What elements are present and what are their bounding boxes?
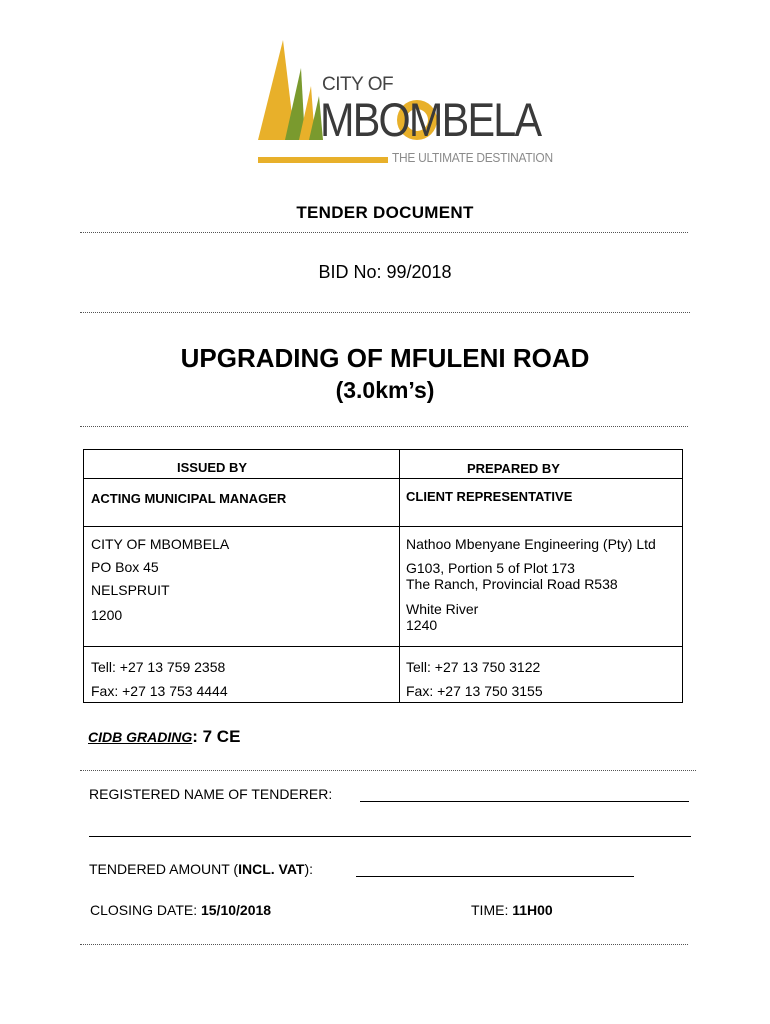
document-title: TENDER DOCUMENT: [296, 203, 474, 222]
tendered-amount-field[interactable]: [356, 876, 634, 877]
closing-time-label: TIME:: [471, 902, 509, 918]
bid-number-line: [0, 262, 770, 283]
preparer-address-1: G103, Portion 5 of Plot 173: [406, 560, 575, 576]
amount-label-suffix: ):: [304, 861, 314, 877]
tenderer-name-field[interactable]: [360, 801, 689, 802]
table-row-divider: [84, 478, 682, 479]
preparer-town: White River: [406, 601, 479, 617]
issued-prepared-table: [83, 449, 683, 703]
closing-time-value: 11H00: [512, 902, 553, 918]
tenderer-name-label: REGISTERED NAME OF TENDERER:: [89, 786, 333, 802]
tenderer-name-field-line-2[interactable]: [89, 836, 691, 837]
logo-city-of: CITY OF: [322, 74, 394, 95]
logo-tagline: THE ULTIMATE DESTINATION: [392, 150, 553, 165]
project-title: UPGRADING OF MFULENI ROAD: [180, 343, 590, 373]
issuer-role: ACTING MUNICIPAL MANAGER: [91, 491, 287, 506]
dotted-divider: [80, 426, 688, 427]
preparer-fax: Fax: +27 13 750 3155: [406, 683, 543, 699]
closing-date-label: CLOSING DATE:: [90, 902, 198, 918]
table-row-divider: [84, 526, 682, 527]
logo-underline-bar: [258, 157, 388, 163]
logo-name: MBOMBELA: [320, 93, 541, 146]
closing-date: [90, 902, 271, 918]
amount-label-vat: INCL. VAT: [238, 861, 305, 877]
amount-label-prefix: TENDERED AMOUNT (: [89, 861, 239, 877]
closing-date-value: 15/10/2018: [200, 902, 272, 918]
dotted-divider: [80, 770, 696, 771]
preparer-role: CLIENT REPRESENTATIVE: [406, 489, 573, 504]
issuer-address-line: CITY OF MBOMBELA: [91, 536, 230, 552]
cidb-grading: [88, 727, 240, 747]
issuer-address-line: 1200: [91, 607, 123, 623]
prepared-by-heading: PREPARED BY: [467, 461, 560, 476]
preparer-address-2: The Ranch, Provincial Road R538: [406, 576, 618, 592]
project-length: (3.0km’s): [335, 377, 435, 403]
cidb-grading-value: : 7 CE: [192, 727, 241, 746]
dotted-divider: [80, 312, 690, 313]
issuer-fax: Fax: +27 13 753 4444: [91, 683, 228, 699]
closing-time: [471, 902, 553, 918]
table-column-divider: [399, 450, 400, 702]
bid-label: BID No:: [318, 262, 382, 282]
issuer-address-line: NELSPRUIT: [91, 582, 170, 598]
dotted-divider: [80, 944, 688, 945]
issued-by-heading: ISSUED BY: [177, 460, 248, 475]
preparer-code: 1240: [406, 617, 438, 633]
issuer-address-line: PO Box 45: [91, 559, 159, 575]
tendered-amount-label: [89, 861, 313, 877]
dotted-divider: [80, 232, 688, 233]
preparer-company: Nathoo Mbenyane Engineering (Pty) Ltd: [406, 536, 656, 552]
preparer-tel: Tell: +27 13 750 3122: [406, 659, 541, 675]
issuer-tel: Tell: +27 13 759 2358: [91, 659, 226, 675]
bid-number: 99/2018: [386, 262, 452, 282]
cidb-grading-label: CIDB GRADING: [88, 729, 193, 745]
table-row-divider: [84, 646, 682, 647]
